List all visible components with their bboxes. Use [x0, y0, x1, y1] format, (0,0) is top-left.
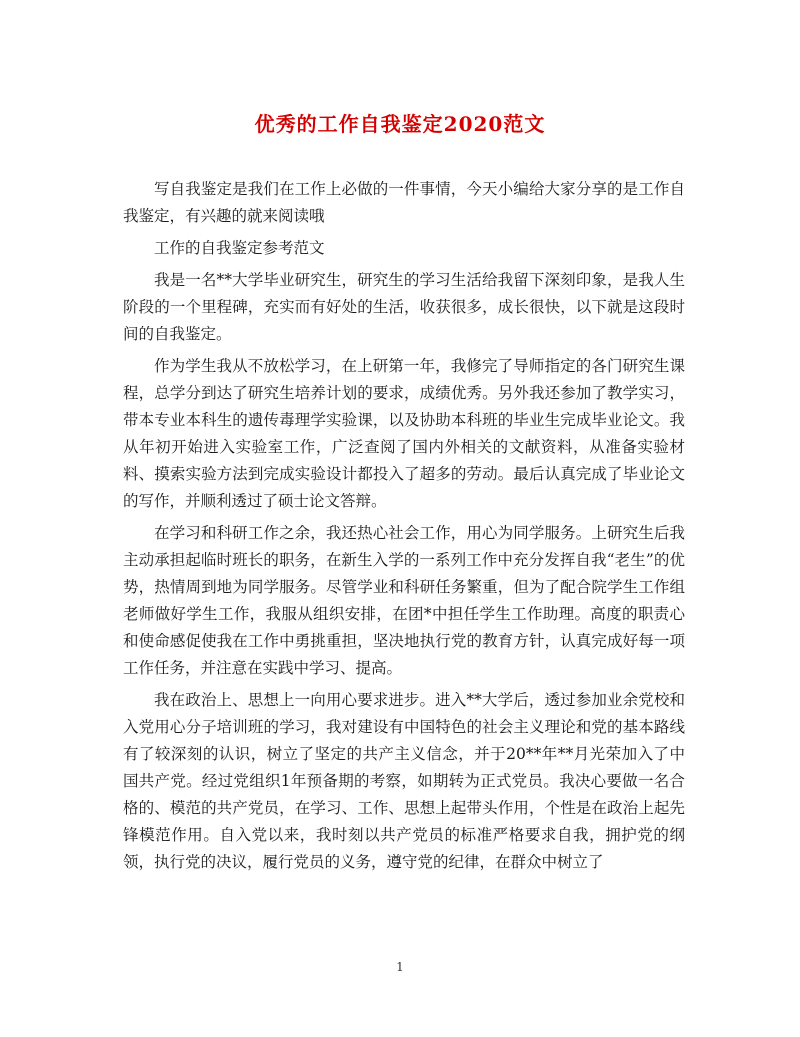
body-paragraph: 我在政治上、思想上一向用心要求进步。进入**大学后，透过参加业余党校和入党用心分子培训班的学习，我对建设有中国特色的社会主义理论和党的基本路线有了较深刻的认识，树立了坚定的共产主义信念，并于20**年**月光荣加入了中国共产党。经过党组织1年预备期的考察，如期转为正式党员。我决心要做一名合格的、模范的共产党员，在学习、工作、思想上起带头作用，个性是在政治上起先锋模范作用。自入党以来，我时刻以共产党员的标准严格要求自我，拥护党的纲领，执行党的决议，履行党员的义务，遵守党的纪律，在群众中树立了: [123, 691, 685, 871]
body-paragraph: 在学习和科研工作之余，我还热心社会工作，用心为同学服务。上研究生后我主动承担起临时班长的职务，在新生入学的一系列工作中充分发挥自我“老生”的优势，热情周到地为同学服务。尽管学业和科研任务繁重，但为了配合院学生工作组老师做好学生工作，我服从组织安排，在团*中担任学生工作助理。高度的职责心和使命感促使我在工作中勇挑重担，坚决地执行党的教育方针，认真完成好每一项工作任务，并注意在实践中学习、提高。: [123, 524, 685, 677]
document-body: [123, 176, 685, 881]
page-number: 1: [396, 960, 404, 974]
intro-paragraph: 写自我鉴定是我们在工作上必做的一件事情，今天小编给大家分享的是工作自我鉴定，有兴趣的就来阅读哦: [123, 180, 685, 225]
body-paragraph: 我是一名**大学毕业研究生，研究生的学习生活给我留下深刻印象，是我人生阶段的一个里程碑，充实而有好处的生活，收获很多，成长很快，以下就是这段时间的自我鉴定。: [123, 271, 685, 343]
body-paragraph: 作为学生我从不放松学习，在上研第一年，我修完了导师指定的各门研究生课程，总学分到达了研究生培养计划的要求，成绩优秀。另外我还参加了教学实习，带本专业本科生的遗传毒理学实验课，以及协助本科班的毕业生完成毕业论文。我从年初开始进入实验室工作，广泛查阅了国内外相关的文献资料，从准备实验材料、摸索实验方法到完成实验设计都投入了超多的劳动。最后认真完成了毕业论文的写作，并顺利透过了硕士论文答辩。: [123, 357, 685, 510]
page-title: 优秀的工作自我鉴定2020范文: [254, 112, 546, 136]
section-heading: 工作的自我鉴定参考范文: [154, 239, 325, 257]
